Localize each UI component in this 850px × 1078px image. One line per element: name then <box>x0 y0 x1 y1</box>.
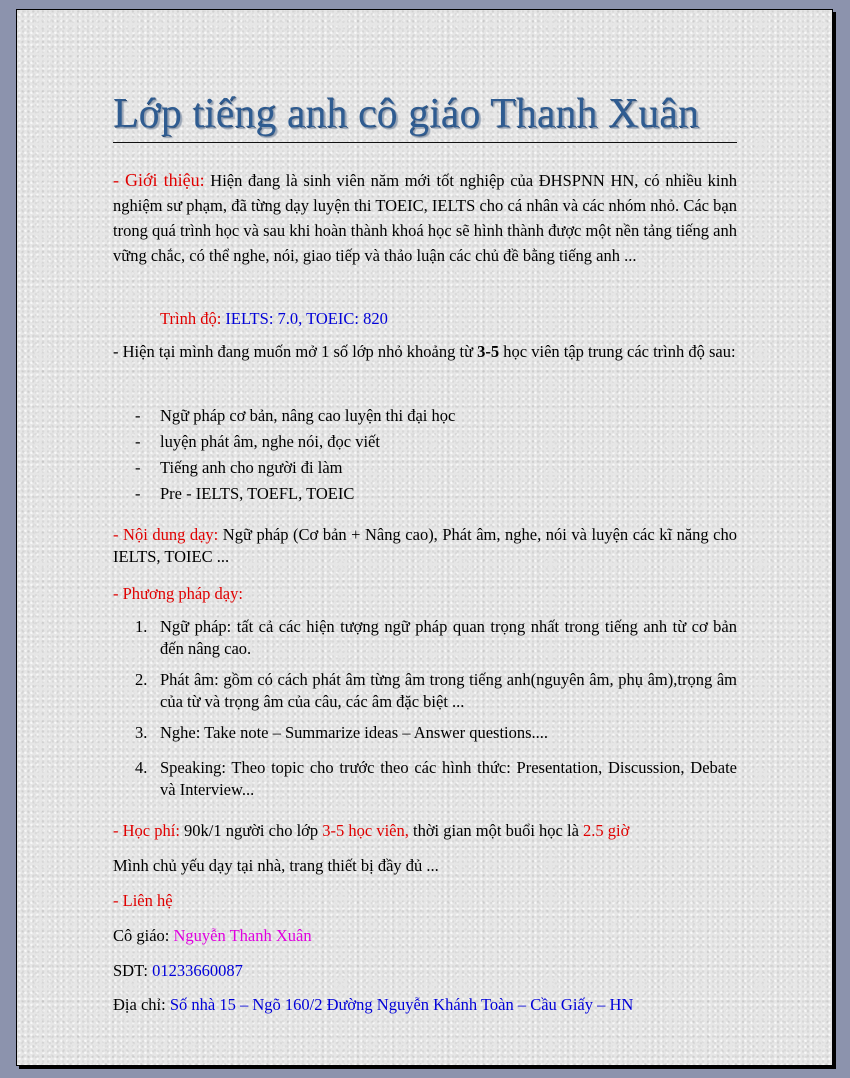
teacher-label: Cô giáo: <box>113 926 174 945</box>
list-item <box>113 481 737 507</box>
fee-label: - Học phí: <box>113 821 180 840</box>
content-label: - Nội dung dạy: <box>113 525 219 544</box>
fee-text-2: thời gian một buổi học là <box>408 821 584 840</box>
level-line <box>113 306 737 331</box>
list-item <box>113 403 737 429</box>
list-item-text: Speaking: Theo topic cho trước theo các hình thức: Presentation, Discussion, Debate và Interview... <box>160 758 737 799</box>
teacher-line <box>113 923 737 948</box>
list-item-text: Ngữ pháp cơ bản, nâng cao luyện thi đại học <box>160 406 456 425</box>
fee-line <box>113 818 737 843</box>
document-page <box>16 9 833 1066</box>
phone-line <box>113 958 737 983</box>
note-line: Mình chủ yếu dạy tại nhà, trang thiết bị đầy đủ ... <box>113 856 439 875</box>
list-item <box>113 429 737 455</box>
list-item-text: Pre - IELTS, TOEFL, TOEIC <box>160 484 355 503</box>
phone-number: 01233660087 <box>152 961 243 980</box>
list-item-text: Tiếng anh cho người đi làm <box>160 458 343 477</box>
page-title: Lớp tiếng anh cô giáo Thanh Xuân <box>113 91 699 137</box>
number-marker: 1. <box>135 617 148 636</box>
list-item <box>113 757 737 801</box>
method-heading <box>113 581 737 606</box>
level-list <box>113 403 737 507</box>
fee-text-1: 90k/1 người cho lớp <box>179 821 323 840</box>
method-list <box>113 616 737 801</box>
fee-students: 3-5 học viên, <box>322 821 409 840</box>
list-item-text: luyện phát âm, nghe nói, đọc viết <box>160 432 380 451</box>
list-item-text: Nghe: Take note – Summarize ideas – Answer questions.... <box>160 723 549 742</box>
list-item-text: Ngữ pháp: tất cả các hiện tượng ngữ pháp quan trọng nhất trong tiếng anh từ cơ bản đến nâng cao. <box>160 617 737 658</box>
intro-label: - Giới thiệu: <box>113 170 205 190</box>
intro-text: Hiện đang là sinh viên năm mới tốt nghiệp của ĐHSPNN HN, có nhiều kinh nghiệm sư phạm, đã từng dạy luyện thi TOEIC, IELTS cho cá nhân và các nhóm nhỏ. Các bạn trong quá trình học và sau khi hoàn thành khoá học sẽ hình thành được một nền tảng tiếng anh vững chắc, có thể nghe, nói, giao tiếp và thảo luận các chủ đề bằng tiếng anh ... <box>113 171 737 265</box>
classes-text-after: học viên tập trung các trình độ sau: <box>499 342 736 361</box>
contact-heading <box>113 888 737 913</box>
teacher-name: Nguyễn Thanh Xuân <box>173 926 312 945</box>
level-value: IELTS: 7.0, TOEIC: 820 <box>221 309 388 328</box>
classes-paragraph <box>113 341 737 363</box>
number-marker: 3. <box>135 723 148 742</box>
list-item-text: Phát âm: gồm có cách phát âm từng âm trong tiếng anh(nguyên âm, phụ âm),trọng âm của từ và trọng âm của câu, các âm đặc biệt ... <box>160 670 737 711</box>
list-item <box>113 616 737 669</box>
list-item <box>113 669 737 722</box>
method-label: - Phương pháp dạy: <box>113 584 243 603</box>
dash-marker: - <box>135 484 141 503</box>
contact-label: - Liên hệ <box>113 891 173 910</box>
phone-label: SDT: <box>113 961 153 980</box>
dash-marker: - <box>135 406 141 425</box>
dash-marker: - <box>135 458 141 477</box>
list-item <box>113 455 737 481</box>
address-label: Địa chỉ: <box>113 995 170 1014</box>
content-paragraph <box>113 524 737 568</box>
address-line <box>113 992 737 1017</box>
address-value: Số nhà 15 – Ngõ 160/2 Đường Nguyễn Khánh Toàn – Cầu Giấy – HN <box>169 995 634 1014</box>
intro-paragraph <box>113 168 737 268</box>
fee-duration: 2.5 giờ <box>583 821 630 840</box>
classes-text-before: - Hiện tại mình đang muốn mở 1 số lớp nhỏ khoảng từ <box>113 342 478 361</box>
number-marker: 2. <box>135 670 148 689</box>
dash-marker: - <box>135 432 141 451</box>
title-divider <box>113 142 737 143</box>
content-text: Ngữ pháp (Cơ bản + Nâng cao), Phát âm, nghe, nói và luyện các kĩ năng cho IELTS, TOIEC ... <box>113 525 738 566</box>
number-marker: 4. <box>135 758 148 777</box>
list-item <box>113 722 737 757</box>
classes-bold-range: 3-5 <box>477 342 500 361</box>
level-label: Trình độ: <box>160 309 222 328</box>
